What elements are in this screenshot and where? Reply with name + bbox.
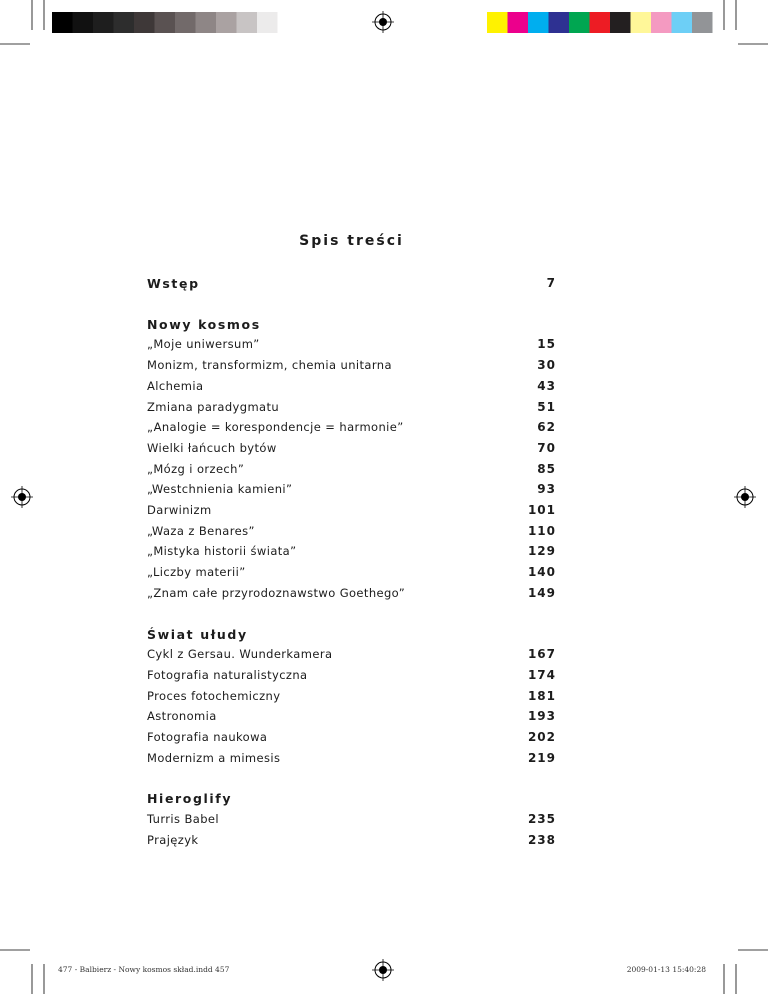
color-swatch [692, 12, 713, 33]
page-number: 93 [537, 482, 556, 497]
registration-mark-bottom [372, 959, 394, 981]
color-swatch [549, 12, 570, 33]
slug-date: 2009-01-13 15:40:28 [626, 965, 706, 974]
page-number: 7 [546, 276, 556, 290]
page-number: 101 [527, 503, 556, 517]
page-number: 193 [527, 709, 556, 724]
entry-title: Wielki łańcuch bytów [147, 440, 277, 455]
color-swatch [196, 12, 217, 33]
toc-entry [147, 730, 556, 750]
entry-title: „Westchnienia kamieni” [147, 482, 293, 497]
section-title: Hieroglify [147, 791, 233, 807]
section-heading [147, 276, 556, 296]
entry-title: Prajęzyk [147, 832, 199, 847]
toc-entry [147, 647, 556, 667]
page-number: 15 [537, 337, 556, 352]
toc-entry [147, 544, 556, 564]
color-swatch [610, 12, 631, 33]
registration-mark-top [372, 11, 394, 33]
toc-entry [147, 400, 556, 420]
color-swatch [93, 12, 114, 33]
toc-entry [147, 358, 556, 378]
color-swatch [155, 12, 176, 33]
entry-title: „Mózg i orzech” [147, 461, 245, 476]
toc-entry [147, 482, 556, 502]
toc-entry [147, 751, 556, 771]
entry-title: „Waza z Benares” [147, 523, 255, 538]
entry-title: Modernizm a mimesis [147, 750, 281, 765]
page-number: 219 [527, 750, 556, 765]
page-number: 181 [527, 688, 556, 703]
entry-title: „Moje uniwersum” [147, 337, 260, 352]
entry-title: Proces fotochemiczny [147, 688, 281, 703]
toc-entry [147, 689, 556, 709]
page-number: 174 [527, 667, 556, 682]
color-swatch [590, 12, 611, 33]
section-heading [147, 791, 556, 811]
page-number: 202 [527, 730, 556, 744]
toc-entry [147, 586, 556, 606]
color-swatch [487, 12, 508, 33]
color-swatch [528, 12, 549, 33]
page-number: 70 [537, 440, 556, 455]
toc-entry [147, 462, 556, 482]
section-title: Nowy kosmos [147, 316, 261, 332]
color-swatch [175, 12, 196, 33]
section-heading [147, 317, 556, 337]
page-number: 51 [537, 399, 556, 414]
registration-mark-left [11, 486, 33, 508]
page-number: 43 [537, 378, 556, 393]
entry-title: Fotografia naukowa [147, 730, 268, 744]
page-number: 140 [527, 565, 556, 580]
toc-entry [147, 565, 556, 585]
page-title: Spis treści [299, 233, 404, 249]
cmyk-color-bar [487, 12, 713, 33]
color-swatch [508, 12, 529, 33]
color-swatch [114, 12, 135, 33]
entry-title: Alchemia [147, 378, 204, 393]
registration-mark-right [734, 486, 756, 508]
section-title: Świat ułudy [147, 626, 248, 642]
color-swatch [216, 12, 237, 33]
page-number: 62 [537, 420, 556, 435]
slug-file-info: 477 - Balbierz - Nowy kosmos skład.indd 457 [58, 965, 230, 974]
color-swatch [73, 12, 94, 33]
toc-entry [147, 379, 556, 399]
toc-entry [147, 503, 556, 523]
color-swatch [237, 12, 258, 33]
toc-entry [147, 441, 556, 461]
page-number: 238 [527, 832, 556, 847]
entry-title: Turris Babel [147, 812, 219, 827]
color-swatch [672, 12, 693, 33]
section-title: Wstęp [147, 276, 200, 291]
color-swatch [631, 12, 652, 33]
entry-title: Darwinizm [147, 503, 212, 517]
page-number: 110 [527, 523, 556, 538]
section-heading [147, 627, 556, 647]
entry-title: „Mistyka historii świata” [147, 544, 297, 559]
page-number: 149 [527, 585, 556, 600]
page-number: 30 [537, 358, 556, 373]
entry-title: „Znam całe przyrodoznawstwo Goethego” [147, 585, 406, 600]
color-swatch [257, 12, 278, 33]
page-number: 129 [527, 544, 556, 559]
entry-title: Astronomia [147, 709, 217, 724]
entry-title: Cykl z Gersau. Wunderkamera [147, 647, 333, 662]
toc-entry [147, 668, 556, 688]
toc-entry [147, 337, 556, 357]
gray-color-bar [52, 12, 278, 33]
page-number: 167 [527, 647, 556, 662]
toc-entry [147, 812, 556, 832]
toc-entry [147, 420, 556, 440]
page-number: 235 [527, 812, 556, 827]
entry-title: Zmiana paradygmatu [147, 399, 280, 414]
entry-title: Monizm, transformizm, chemia unitarna [147, 358, 392, 373]
color-swatch [134, 12, 155, 33]
entry-title: Fotografia naturalistyczna [147, 667, 308, 682]
color-swatch [569, 12, 590, 33]
toc-entry [147, 709, 556, 729]
color-swatch [52, 12, 73, 33]
toc-entry [147, 524, 556, 544]
color-swatch [651, 12, 672, 33]
toc-entry [147, 833, 556, 853]
entry-title: „Liczby materii” [147, 565, 246, 580]
entry-title: „Analogie = korespondencje = harmonie” [147, 420, 404, 435]
page-number: 85 [537, 461, 556, 476]
